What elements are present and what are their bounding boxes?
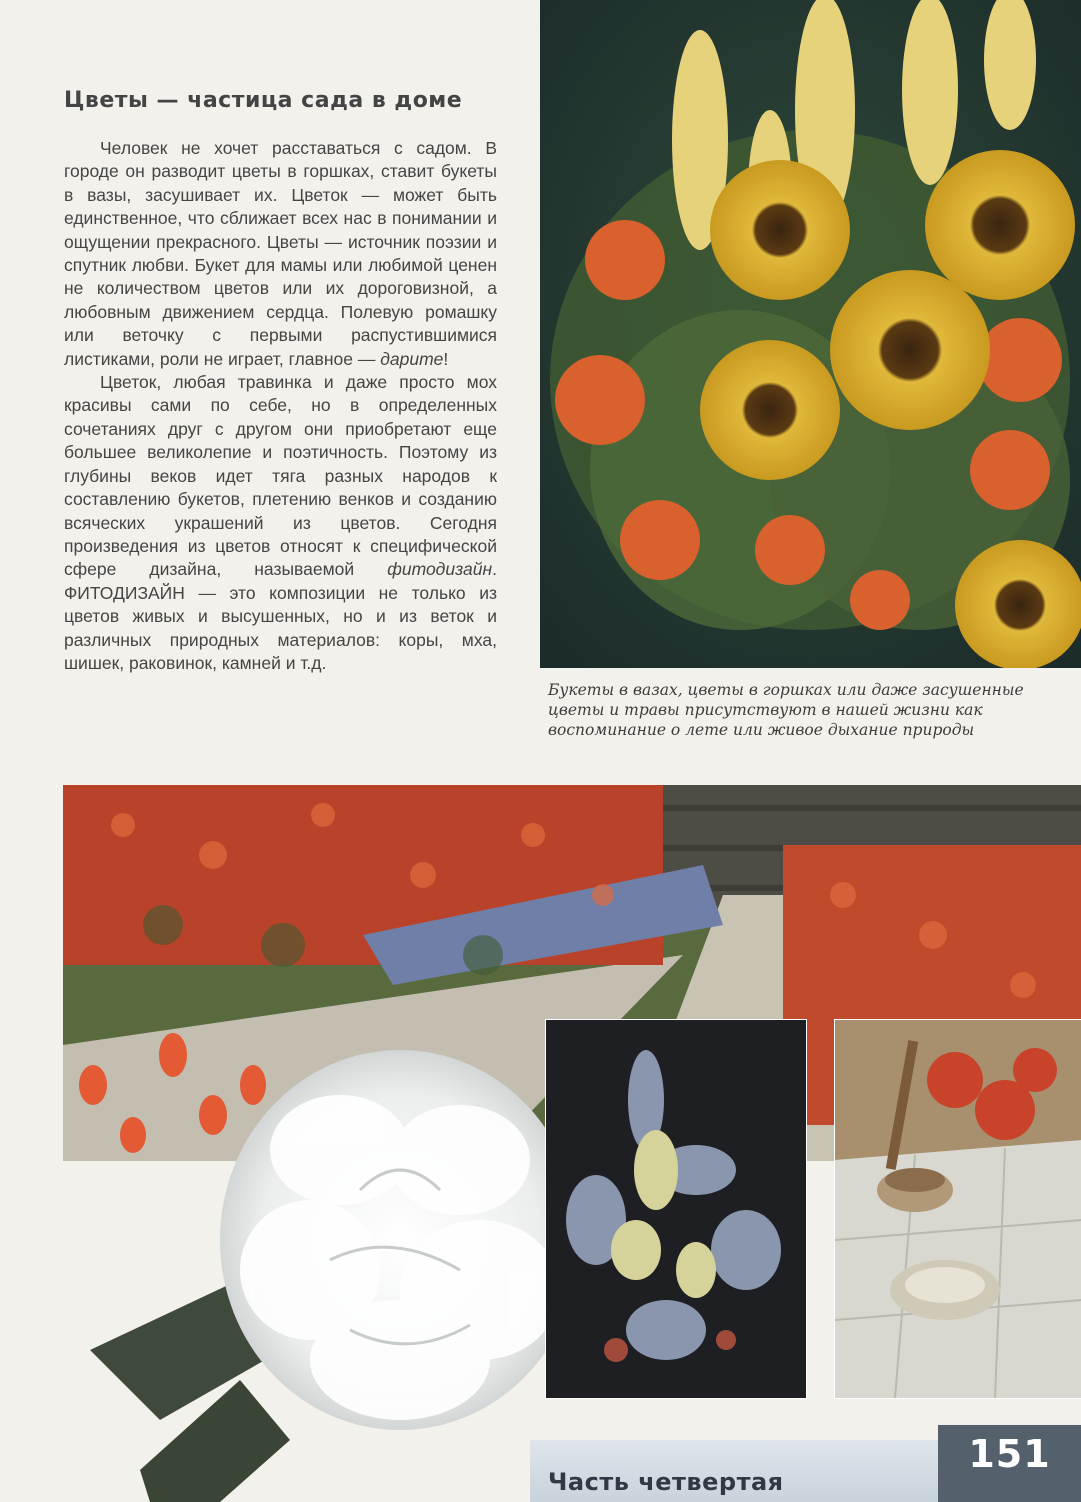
peony-photo <box>60 1040 620 1502</box>
still-life-photo <box>834 1019 1081 1399</box>
paragraph-1-emphasis: дарите <box>380 348 444 369</box>
article-body <box>64 137 497 675</box>
section-label: Часть четвертая <box>548 1468 784 1496</box>
bouquet-photo <box>540 0 1081 668</box>
page-number: 151 <box>968 1432 1051 1476</box>
photo-caption: Букеты в вазах, цветы в горшках или даже засушенные цветы и травы присутствуют в нашей жизни как воспоминание о лете или живое дыхание природы <box>548 681 1024 739</box>
foliage-arrangement-photo <box>545 1019 807 1399</box>
paragraph-2-end: . ФИТОДИЗАЙН — это композиции не только из цветов живых и высушенных, но и из веток и различных природных материалов: коры, мха, шишек, раковинок, камней и т.д. <box>64 559 497 673</box>
paragraph-1-text: Человек не хочет расставаться с садом. В городе он разводит цветы в горшках, ставит букеты в вазы, засушивает их. Цветок — может быть единственное, что сближает всех нас в понимании и ощущении прекрасного. Цветы — источник поэзии и спутник любви. Букет для мамы или любимой ценен не количеством цветов или их дороговизной, а любовным движением сердца. Полевую ромашку или веточку с первыми распустившимися листиками, роли не играет, главное — <box>64 138 497 369</box>
paragraph-1 <box>64 137 497 371</box>
paragraph-2-emphasis: фитодизайн <box>387 559 493 580</box>
paragraph-2-text: Цветок, любая травинка и даже просто мох красивы сами по себе, но в определенных сочетаниях друг с другом они приобретают еще большее великолепие и поэтичность. Поэтому из глубины веков идет тяга разных народов к составлению букетов, плетению венков и созданию всяческих украшений из цветов. Сегодня произведения из цветов относят к специфической сфере дизайна, называемой <box>64 372 497 580</box>
paragraph-1-end: ! <box>443 348 449 369</box>
article-title: Цветы — частица сада в доме <box>64 88 463 113</box>
paragraph-2 <box>64 371 497 675</box>
